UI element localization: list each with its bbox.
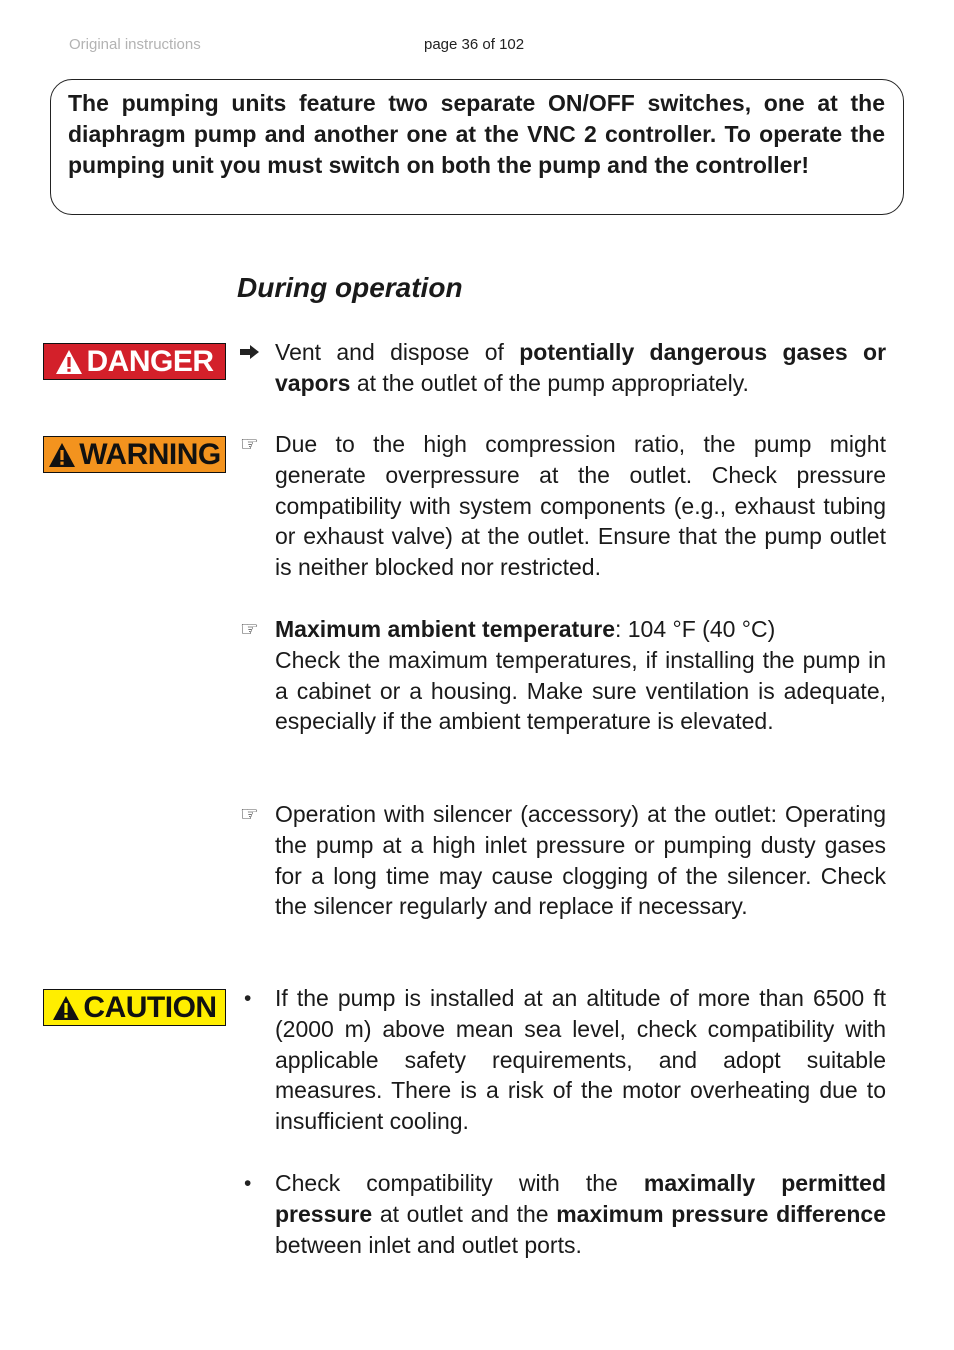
caution-label (43, 989, 226, 1026)
page-number: page 36 of 102 (424, 36, 525, 53)
warning-instruction-text: Due to the high compression ratio, the pump might generate overpressure at the outlet. Check pressure compatibility with system components (e.g., exhaust tubing or exhaust valve) at the outlet. Ensure that the pump outlet is neither blocked nor restricted. (275, 431, 886, 581)
caution-instruction-altitude (240, 983, 886, 1137)
warning-instruction-text: Maximum ambient temperature: 104 °F (40 °C) Check the maximum temperatures, if installing the pump in a cabinet or a housing. Make sure ventilation is adequate, especially if the ambient temperature is elevated. (275, 616, 886, 735)
warning-instruction-temperature (240, 614, 886, 737)
warning-instruction-overpressure (240, 429, 886, 583)
danger-instruction (240, 337, 886, 399)
pointing-hand-icon: ☞ (240, 433, 259, 456)
danger-label (43, 343, 226, 380)
caution-instruction-text: Check compatibility with the maximally permitted pressure at outlet and the maximum pressure difference between inlet and outlet ports. (275, 1170, 887, 1258)
notice-text: The pumping units feature two separate ON/OFF switches, one at the diaphragm pump and another one at the VNC 2 controller. To operate the pumping unit you must switch on both the pump and the controller! (68, 90, 885, 178)
pointing-hand-icon: ☞ (240, 618, 259, 641)
warning-instruction-text: Operation with silencer (accessory) at the outlet: Operating the pump at a high inlet pressure or pumping dusty gases for a long time may cause clogging of the silencer. Check the silencer regularly and replace if necessary. (275, 801, 886, 920)
header-document-type: Original instructions (69, 36, 201, 53)
warning-label-text: WARNING (79, 437, 221, 471)
notice-box (50, 79, 904, 215)
caution-instruction-text: If the pump is installed at an altitude of more than 6500 ft (2000 m) above mean sea level, check compatibility with applicable safety requirements, and adopt suitable measures. There is a risk of the motor overheating due to insufficient cooling. (275, 985, 886, 1135)
right-arrow-icon (240, 337, 270, 368)
warning-instruction-silencer (240, 799, 886, 922)
warning-triangle-icon (52, 994, 80, 1022)
bullet-dot: • (244, 987, 252, 1010)
danger-instruction-text: Vent and dispose of potentially dangerous gases or vapors at the outlet of the pump appropriately. (275, 339, 887, 396)
caution-instruction-pressure (240, 1168, 886, 1260)
caution-label-text: CAUTION (83, 990, 217, 1024)
bullet-dot: • (244, 1172, 252, 1195)
pointing-hand-icon: ☞ (240, 803, 259, 826)
warning-triangle-icon (55, 348, 83, 376)
section-title: During operation (237, 272, 463, 303)
danger-label-text: DANGER (86, 344, 214, 378)
warning-label (43, 436, 226, 473)
warning-triangle-icon (48, 441, 76, 469)
